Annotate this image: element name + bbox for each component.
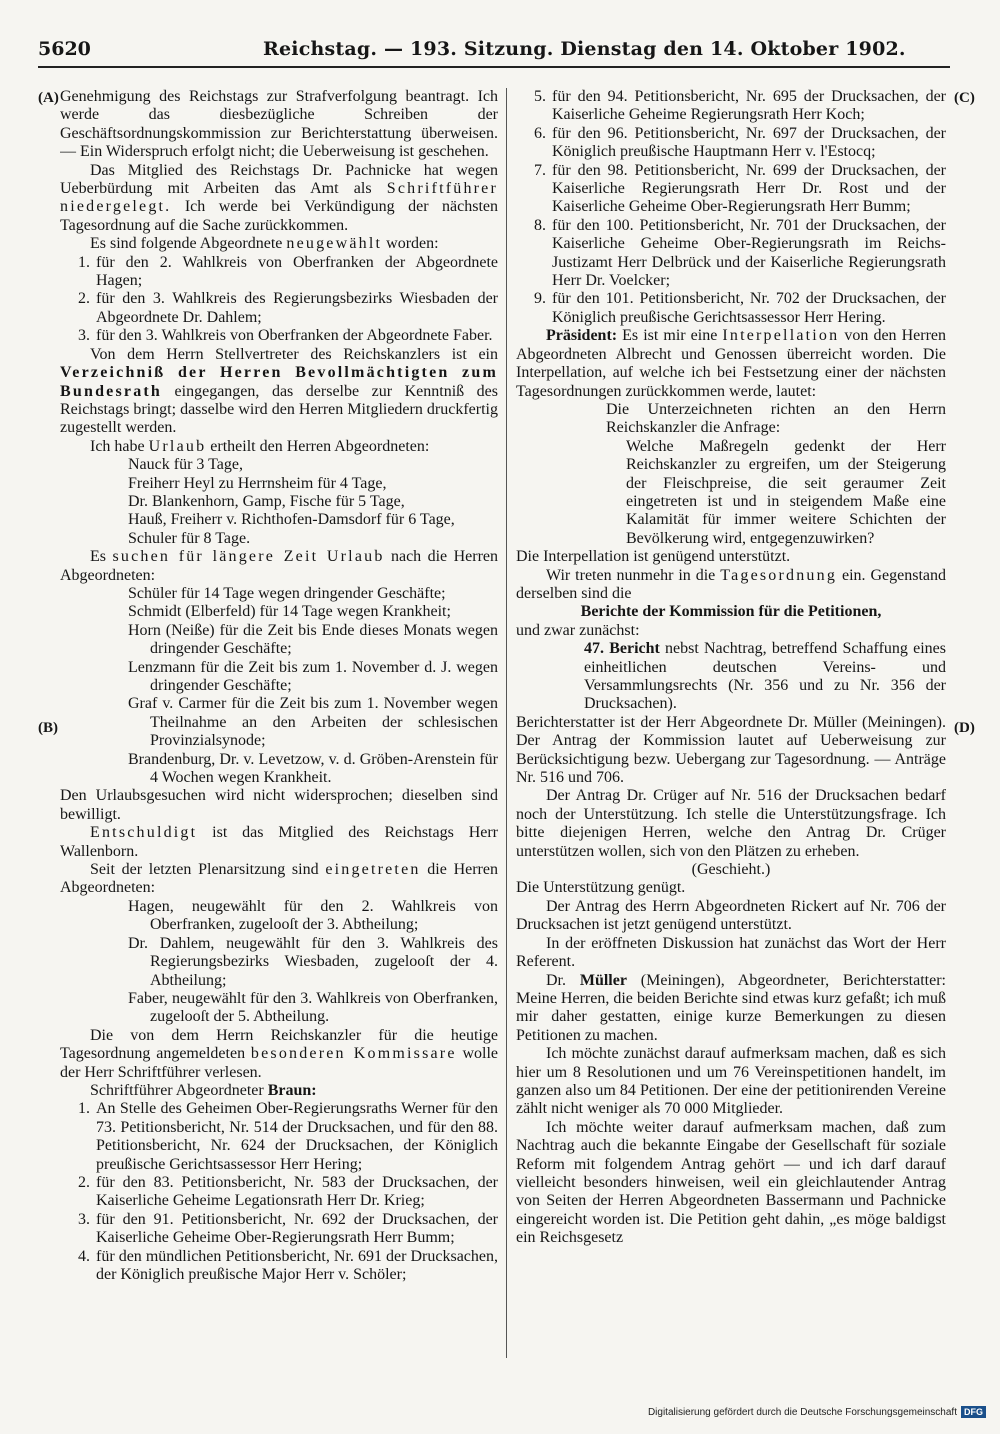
text: ist das Mitglied des Reichstags Herr Wallenborn. bbox=[60, 824, 498, 860]
commissioner-list-continued bbox=[516, 88, 946, 327]
margin-marker-a: (A) bbox=[38, 90, 59, 106]
entered-list bbox=[60, 898, 498, 1027]
section-heading: Berichte der Kommission für die Petitionen, bbox=[580, 603, 882, 621]
paragraph bbox=[60, 861, 498, 898]
item-number: 4. bbox=[78, 1247, 90, 1265]
paragraph bbox=[60, 438, 498, 456]
list-item bbox=[516, 88, 946, 125]
item-number: 8. bbox=[534, 216, 546, 234]
dfg-logo: DFG bbox=[961, 1406, 986, 1418]
list-item: Graf v. Carmer für die Zeit bis zum 1. November wegen Theilnahme an den Arbeiten der schlesischen Provinzialsynode; bbox=[128, 695, 498, 750]
item-text: für den 91. Petitionsbericht, Nr. 692 der Drucksachen, der Kaiserliche Geheime Ober-Regierungsrath Herr Bumm; bbox=[96, 1210, 498, 1247]
margin-marker-d: (D) bbox=[954, 720, 975, 736]
text: Wir treten nunmehr in die bbox=[546, 566, 721, 584]
spaced-text: Entschuldigt bbox=[90, 824, 198, 842]
item-number: 2. bbox=[78, 290, 90, 308]
spaced-text: besonderen Kommissare bbox=[250, 1045, 457, 1063]
list-item bbox=[60, 1248, 498, 1285]
list-item bbox=[60, 1174, 498, 1211]
item-text: für den mündlichen Petitionsbericht, Nr. 691 der Drucksachen, der Königlich preußische Major Herr v. Schöler; bbox=[96, 1247, 498, 1283]
text: worden: bbox=[382, 235, 439, 253]
list-item bbox=[516, 162, 946, 217]
text: Es bbox=[90, 548, 113, 566]
speaker-name: Präsident: bbox=[546, 327, 618, 345]
agenda-item bbox=[516, 640, 946, 714]
text: Es sind folgende Abgeordnete bbox=[90, 235, 287, 253]
text: die Herren Abgeordneten: bbox=[60, 861, 498, 897]
list-item bbox=[60, 327, 498, 345]
item-text: für den 3. Wahlkreis von Oberfranken der Abgeordnete Faber. bbox=[96, 327, 493, 345]
speaker-name: Müller bbox=[579, 971, 627, 989]
item-number: 7. bbox=[534, 161, 546, 179]
text: ertheilt den Herren Abgeordneten: bbox=[206, 437, 430, 455]
item-text: für den 83. Petitionsbericht, Nr. 583 der Drucksachen, der Kaiserliche Geheime Legationsrath Herr Dr. Krieg; bbox=[96, 1173, 498, 1210]
item-text: für den 100. Petitionsbericht, Nr. 701 der Drucksachen, der Kaiserliche Geheime Ober-Regierungsrath im Reichs-Justizamt Herr Delbrück und der Kaiserliche Regierungsrath Herr Dr. Voelcker; bbox=[552, 216, 946, 290]
agenda-item-number: 47. Bericht bbox=[584, 640, 660, 658]
list-item bbox=[60, 290, 498, 327]
paragraph: Genehmigung des Reichstags zur Strafverfolgung beantragt. Ich werde das diesbezügliche Schreiben der Geschäftsordnungskommission zur Berichterstattung überweisen. — Ein Widerspruch erfolgt nicht; die Ueberweisung ist geschehen. bbox=[60, 88, 498, 161]
paragraph: und zwar zunächst: bbox=[516, 621, 640, 639]
item-text: für den 2. Wahlkreis von Oberfranken der Abgeordnete Hagen; bbox=[96, 253, 498, 290]
spaced-text: neugewählt bbox=[286, 235, 383, 253]
spaced-text: Schriftführer niedergelegt. bbox=[60, 180, 498, 216]
item-number: 3. bbox=[78, 327, 90, 345]
list-item: Nauck für 3 Tage, bbox=[128, 456, 243, 474]
spaced-text: Interpellation bbox=[722, 327, 840, 345]
list-item: Schmidt (Elberfeld) für 14 Tage wegen Krankheit; bbox=[128, 603, 451, 621]
paragraph: Der Antrag Dr. Crüger auf Nr. 516 der Drucksachen bedarf noch der Unterstützung. Ich stelle die Unterstützungsfrage. Ich bitte diejenigen Herren, welche den Antrag Dr. Crüger unterstützen wollen, sich von den Plätzen zu erheben. bbox=[516, 787, 946, 860]
paragraph bbox=[516, 567, 946, 604]
list-item: Horn (Neiße) für die Zeit bis Ende dieses Monats wegen dringender Geschäfte; bbox=[128, 621, 498, 658]
paragraph: Der Antrag des Herrn Abgeordneten Rickert auf Nr. 706 der Drucksachen ist jetzt genügend unterstützt. bbox=[516, 897, 946, 934]
long-leave-list bbox=[60, 585, 498, 787]
list-item bbox=[60, 1100, 498, 1174]
leave-list bbox=[60, 456, 498, 548]
running-head: Reichstag. — 193. Sitzung. Dienstag den 14. Oktober 1902. bbox=[263, 38, 906, 60]
text: ein. Gegenstand derselben sind die bbox=[516, 566, 946, 602]
paragraph: Den Urlaubsgesuchen wird nicht widersprochen; dieselben sind bewilligt. bbox=[60, 787, 498, 823]
list-item: Hagen, neugewählt für den 2. Wahlkreis von Oberfranken, zugelooſt der 3. Abtheilung; bbox=[128, 897, 498, 934]
page-number: 5620 bbox=[38, 38, 91, 60]
text: wolle der Herr Schriftführer verlesen. bbox=[60, 1045, 498, 1081]
text: Dr. bbox=[546, 971, 580, 989]
list-item: Freiherr Heyl zu Herrnsheim für 4 Tage, bbox=[128, 474, 387, 492]
item-text: An Stelle des Geheimen Ober-Regierungsraths Werner für den 73. Petitionsbericht, Nr. 514 der Drucksachen, und für den 88. Petitionsbericht, Nr. 624 der Drucksachen, der Königlich preußische Gerichtsassessor Herr Hering; bbox=[96, 1100, 498, 1173]
item-number: 9. bbox=[534, 290, 546, 308]
paragraph: Berichterstatter ist der Herr Abgeordnete Dr. Müller (Meiningen). Der Antrag der Kommission lautet auf Ueberweisung zur Berücksichtigung bezw. Uebergang zur Tagesordnung. — Anträge Nr. 516 und 706. bbox=[516, 713, 946, 787]
text: Ich werde bei Verkündigung der nächsten Tagesordnung auf die Sache zurückkommen. bbox=[60, 198, 498, 234]
text: von den Herren Abgeordneten Albrecht und Genossen überreicht worden. Die Interpellation, auf welche ich bei Festsetzung einer der nächsten Tagesordnungen zurückkommen werde, lautet: bbox=[516, 327, 946, 400]
paragraph bbox=[60, 824, 498, 861]
paragraph bbox=[516, 327, 946, 401]
item-number: 2. bbox=[78, 1173, 90, 1191]
item-number: 3. bbox=[78, 1210, 90, 1228]
text: Es ist mir eine bbox=[617, 327, 723, 345]
paragraph: Ich möchte weiter darauf aufmerksam machen, daß zum Nachtrag auch die bekannte Eingabe der Gesellschaft für soziale Reform mit folgendem Antrag gehört — und ich darf darauf vielleicht besonders hinweisen, weil ein gleichlautender Antrag von Seiten der Herren Abgeordneten Bassermann und Pachnicke eingereicht worden ist. Die Petition geht dahin, „es möge baldigst ein Reichsgesetz bbox=[516, 1118, 946, 1247]
list-item: Schüler für 14 Tage wegen dringender Geschäfte; bbox=[128, 584, 446, 602]
stage-direction: (Geschieht.) bbox=[691, 861, 771, 879]
spaced-text: eingetreten bbox=[325, 861, 421, 879]
item-text: für den 94. Petitionsbericht, Nr. 695 der Drucksachen, der Kaiserliche Geheime Regierungsrath Herr Koch; bbox=[552, 88, 946, 124]
speaker-name: Braun: bbox=[267, 1081, 317, 1099]
text: (Meiningen), Abgeordneter, Berichterstatter: Meine Herren, die beiden Berichte sind etwas kurz gefaßt; ich muß mir daher gestatten, einige kurze Bemerkungen zu diesen Petitionen zu machen. bbox=[516, 971, 946, 1044]
item-text: für den 98. Petitionsbericht, Nr. 699 der Drucksachen, der Kaiserliche Regierungsrath Herr Dr. Rost und der Kaiserliche Geheime Ober-Regierungsrath Herr Bumm; bbox=[552, 161, 946, 216]
text: Die von dem Herrn Reichskanzler für die heutige Tagesordnung angemeldeten bbox=[60, 1026, 498, 1063]
interpellation-question: Welche Maßregeln gedenkt der Herr Reichskanzler zu ergreifen, um der Steigerung der Fleischpreise, die seit geraumer Zeit eingetreten ist und in steigendem Maße eine Kalamität für immer weitere Schichten der Bevölkerung wird, entgegenzuwirken? bbox=[626, 437, 946, 547]
item-number: 6. bbox=[534, 124, 546, 142]
list-item: Lenzmann für die Zeit bis zum 1. November d. J. wegen dringender Geschäfte; bbox=[128, 658, 498, 694]
margin-marker-b: (B) bbox=[38, 720, 58, 736]
list-item: Hauß, Freiherr v. Richthofen-Damsdorf für 6 Tage, bbox=[128, 511, 455, 529]
text: Seit der letzten Plenarsitzung sind bbox=[90, 861, 326, 879]
paragraph: Ich möchte zunächst darauf aufmerksam machen, daß es sich hier um 8 Resolutionen und um 76 Vereinspetitionen handelt, im ganzen also um 84 Petitionen. Der eine der petitionirenden Vereine zählt nicht weniger als 70 000 Mitglieder. bbox=[516, 1045, 946, 1118]
spaced-text: suchen für längere Zeit Urlaub bbox=[112, 548, 385, 566]
page-header bbox=[38, 36, 950, 68]
right-column bbox=[516, 88, 946, 1370]
text: nach die Herren Abgeordneten: bbox=[60, 548, 498, 584]
left-column bbox=[60, 88, 498, 1370]
interpellation-intro: Die Unterzeichneten richten an den Herrn Reichskanzler die Anfrage: bbox=[606, 400, 946, 437]
paragraph bbox=[60, 346, 498, 438]
list-item bbox=[60, 1211, 498, 1248]
paragraph bbox=[60, 1027, 498, 1082]
text: eingegangen, das derselbe zur Kenntniß des Reichstags bringt; dasselbe wird den Herren Mitgliedern druckfertig zugestellt werden. bbox=[60, 382, 498, 437]
elected-list bbox=[60, 254, 498, 346]
list-item: Dr. Blankenhorn, Gamp, Fische für 5 Tage, bbox=[128, 492, 405, 510]
list-item: Brandenburg, Dr. v. Levetzow, v. d. Gröben-Arenstein für 4 Wochen wegen Krankheit. bbox=[128, 750, 498, 787]
footer-text: Digitalisierung gefördert durch die Deutsche Forschungsgemeinschaft bbox=[647, 1406, 957, 1418]
paragraph: Die Interpellation ist genügend unterstützt. bbox=[516, 548, 791, 566]
text: Von dem Herrn Stellvertreter des Reichskanzlers ist ein bbox=[90, 345, 498, 363]
spaced-text: Urlaub bbox=[148, 437, 207, 455]
item-number: 5. bbox=[534, 88, 546, 105]
paragraph bbox=[60, 235, 498, 253]
paragraph bbox=[516, 972, 946, 1046]
paragraph: In der eröffneten Diskussion hat zunächst das Wort der Herr Referent. bbox=[516, 934, 946, 971]
item-number: 1. bbox=[78, 1100, 90, 1118]
paragraph bbox=[60, 548, 498, 585]
item-text: für den 101. Petitionsbericht, Nr. 702 der Drucksachen, der Königlich preußische Gerichtsassessor Herr Hering. bbox=[552, 290, 946, 326]
list-item bbox=[516, 125, 946, 162]
list-item: Faber, neugewählt für den 3. Wahlkreis von Oberfranken, zugelooſt der 5. Abtheilung. bbox=[128, 989, 498, 1026]
list-item bbox=[60, 254, 498, 291]
paragraph: Die Unterstützung genügt. bbox=[516, 879, 686, 897]
digitization-footer bbox=[648, 1406, 986, 1418]
margin-marker-c: (C) bbox=[954, 90, 975, 106]
spaced-text: Tagesordnung bbox=[720, 566, 838, 584]
paragraph bbox=[60, 162, 498, 236]
list-item: Dr. Dahlem, neugewählt für den 3. Wahlkreis des Regierungsbezirks Wiesbaden, zugelooſt der 4. Abtheilung; bbox=[128, 934, 498, 989]
paragraph bbox=[60, 1082, 498, 1100]
item-number: 1. bbox=[78, 253, 90, 271]
spaced-text: Verzeichniß der Herren Bevollmächtigten zum Bundesrath bbox=[60, 364, 498, 400]
commissioner-list bbox=[60, 1100, 498, 1284]
text: Ich habe bbox=[90, 437, 149, 455]
text: nebst Nachtrag, betreffend Schaffung eines einheitlichen deutschen Vereins- und Versammlungsrechts (Nr. 356 und zu Nr. 356 der Drucksachen). bbox=[584, 640, 946, 713]
text: Schriftführer Abgeordneter bbox=[90, 1081, 268, 1099]
list-item: Schuler für 8 Tage. bbox=[128, 529, 251, 547]
item-text: für den 96. Petitionsbericht, Nr. 697 der Drucksachen, der Königlich preußische Hauptmann Herr v. l'Estocq; bbox=[552, 124, 946, 161]
text: Das Mitglied des Reichstags Dr. Pachnicke hat wegen Ueberbürdung mit Arbeiten das Amt als bbox=[60, 161, 498, 198]
column-divider bbox=[506, 88, 507, 1358]
list-item bbox=[516, 217, 946, 291]
list-item bbox=[516, 290, 946, 327]
item-text: für den 3. Wahlkreis des Regierungsbezirks Wiesbaden der Abgeordnete Dr. Dahlem; bbox=[96, 290, 498, 326]
